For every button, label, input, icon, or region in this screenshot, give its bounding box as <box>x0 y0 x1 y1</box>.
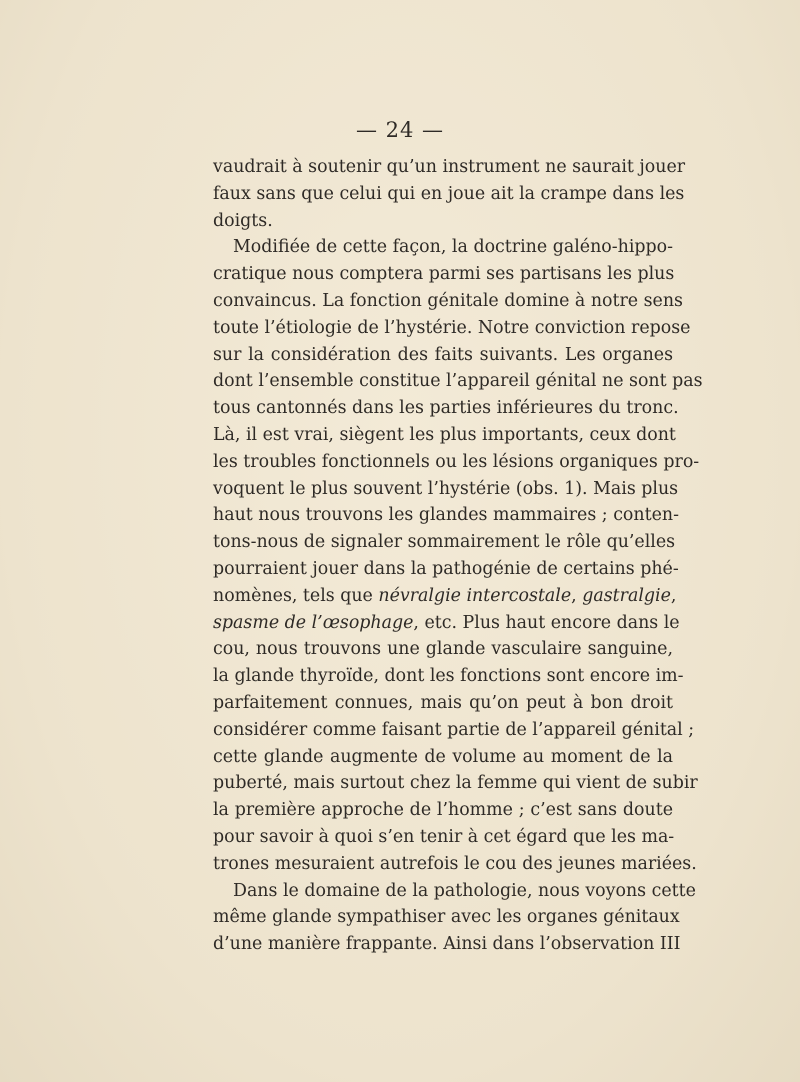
text-line: puberté, mais surtout chez la femme qui vient de subir <box>213 773 698 794</box>
text-segment: nomènes, tels que <box>213 585 379 606</box>
text-line: Dans le domaine de la pathologie, nous voyons cette <box>233 880 696 901</box>
text-line: convaincus. La fonction génitale domine à notre sens <box>213 290 683 311</box>
text-line: Là, il est vrai, siègent les plus importants, ceux dont <box>213 424 676 445</box>
text-line <box>213 583 677 610</box>
text-line: doigts. <box>213 210 273 231</box>
text-line: cou, nous trouvons une glande vasculaire sanguine, <box>213 639 673 660</box>
page-number: — 24 — <box>355 118 445 142</box>
text-line: vaudrait à soutenir qu’un instrument ne saurait jouer <box>213 157 686 177</box>
text-line: toute l’étiologie de l’hystérie. Notre conviction repose <box>213 317 691 338</box>
text-line: pour savoir à quoi s’en tenir à cet égard que les ma- <box>213 826 675 847</box>
italic-term: spasme de l’œsophage <box>213 612 414 633</box>
text-line: la glande thyroïde, dont les fonctions sont encore im- <box>213 666 684 687</box>
text-line: les troubles fonctionnels ou les lésions organiques pro- <box>213 451 700 472</box>
text-line: parfaitement connues, mais qu’on peut à bon droit <box>213 692 673 713</box>
text-line: d’une manière frappante. Ainsi dans l’observation III <box>213 934 681 955</box>
text-line: trones mesuraient autrefois le cou des jeunes mariées. <box>213 853 697 874</box>
text-line: cette glande augmente de volume au moment de la <box>213 746 673 767</box>
text-line: tons-nous de signaler sommairement le rôle qu’elles <box>213 532 676 553</box>
text-line: cratique nous comptera parmi ses partisans les plus <box>213 264 675 285</box>
text-segment: , <box>571 585 583 606</box>
text-line: tous cantonnés dans les parties inférieures du tronc. <box>213 398 679 419</box>
body-text <box>213 154 703 958</box>
text-line: dont l’ensemble constitue l’appareil génital ne sont pas <box>213 371 703 392</box>
text-line: la première approche de l’homme ; c’est sans doute <box>213 800 673 821</box>
text-line <box>213 610 680 637</box>
text-segment: , <box>670 585 677 606</box>
text-line: voquent le plus souvent l’hystérie (obs. 1). Mais plus <box>213 478 679 499</box>
text-line: sur la considération des faits suivants. Les organes <box>213 344 673 365</box>
text-line: haut nous trouvons les glandes mammaires ; conten- <box>213 505 679 526</box>
text-segment: , etc. Plus haut encore dans le <box>413 612 680 633</box>
italic-term: gastralgie <box>582 585 671 606</box>
text-line: considérer comme faisant partie de l’appareil génital ; <box>213 719 695 740</box>
text-line: faux sans que celui qui en joue ait la crampe dans les <box>213 183 685 204</box>
text-line: même glande sympathiser avec les organes génitaux <box>213 907 680 928</box>
italic-term: névralgie intercostale <box>378 585 572 606</box>
text-line: pourraient jouer dans la pathogénie de certains phé- <box>213 558 679 579</box>
text-line: Modifiée de cette façon, la doctrine galéno-hippo- <box>233 237 673 258</box>
